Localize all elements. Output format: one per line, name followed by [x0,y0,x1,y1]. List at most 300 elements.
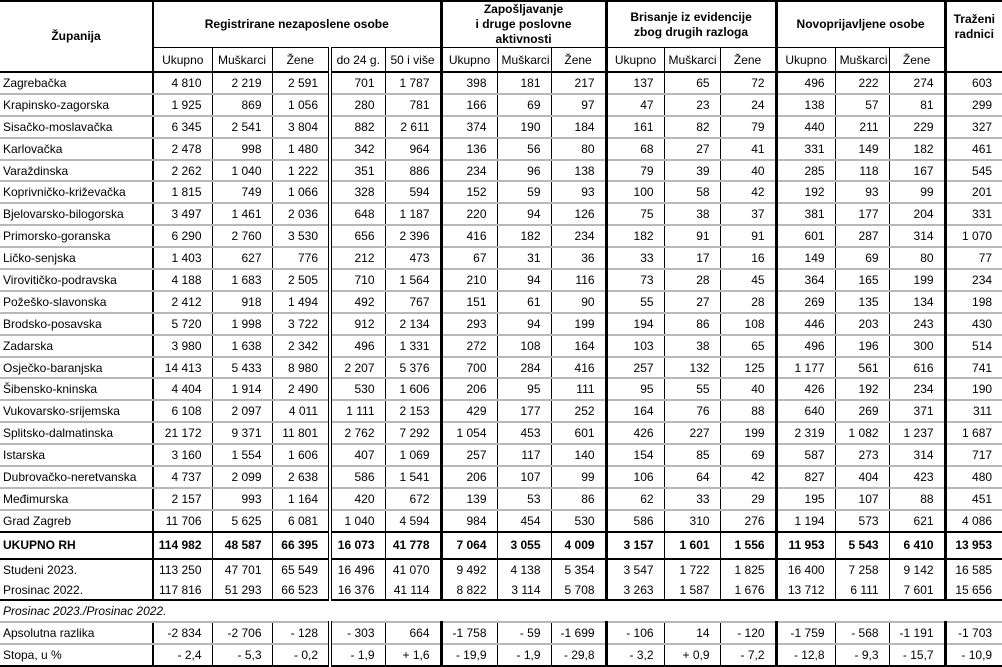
cell-value: - 9,3 [835,644,889,666]
cell-value: 426 [606,422,664,444]
subcolumn-header: Ukupno [441,48,497,73]
cell-value: 80 [551,138,606,160]
cell-value: 2 638 [272,466,330,488]
cell-value: 640 [776,400,835,422]
cell-value: 5 625 [212,510,272,532]
cell-value: 276 [720,510,776,532]
cell-value: 199 [889,269,945,291]
cell-value: 23 [664,94,720,116]
cell-value: 151 [441,291,497,313]
cell-value: 126 [551,203,606,225]
cell-value: - 5,3 [212,644,272,666]
cell-value: - 1,9 [497,644,551,666]
cell-value: 108 [497,335,551,357]
cell-value: 2 036 [272,203,330,225]
row-label: Apsolutna razlika [0,622,153,644]
cell-value: 621 [889,510,945,532]
cell-value: 79 [720,116,776,138]
cell-value: 154 [606,444,664,466]
cell-value: 210 [441,269,497,291]
cell-value: 446 [776,313,835,335]
cell-value: 342 [330,138,385,160]
group-header-removal-text: Brisanje iz evidencije zbog drugih razloga [630,9,752,39]
cell-value: 404 [835,466,889,488]
subcolumn-header: Ukupno [776,48,835,73]
row-label: Brodsko-posavska [0,313,153,335]
cell-value: 16 073 [330,532,385,559]
cell-value: 328 [330,181,385,203]
cell-value: 164 [551,335,606,357]
cell-value: 530 [551,510,606,532]
cell-value: 149 [776,247,835,269]
cell-value: 1 237 [889,422,945,444]
cell-value: 2 541 [212,116,272,138]
subcolumn-header: Muškarci [835,48,889,73]
cell-value: 1 541 [385,466,441,488]
cell-value: 75 [606,203,664,225]
subcolumn-header: Ukupno [153,48,212,73]
cell-value: -1 191 [889,622,945,644]
cell-value: 86 [551,488,606,510]
table-row [0,400,1002,422]
cell-value: 5 354 [551,559,606,580]
cell-value: 1 069 [385,444,441,466]
cell-value: 1 815 [153,181,212,203]
cell-value: 4 009 [551,532,606,559]
cell-value: 114 982 [153,532,212,559]
cell-value: 88 [889,488,945,510]
cell-value: 69 [835,247,889,269]
cell-value: 398 [441,72,497,94]
cell-value: 177 [497,400,551,422]
cell-value: 149 [835,138,889,160]
cell-value: 1 040 [330,510,385,532]
cell-value: 61 [497,291,551,313]
cell-value: 984 [441,510,497,532]
cell-value: 135 [835,291,889,313]
cell-value: 166 [441,94,497,116]
cell-value: 201 [945,181,1002,203]
cell-value: 1 461 [212,203,272,225]
cell-value: 1 082 [835,422,889,444]
cell-value: 38 [664,335,720,357]
row-label: Prosinac 2022. [0,580,153,601]
cell-value: 1 787 [385,72,441,94]
cell-value: 1 222 [272,160,330,182]
cell-value: 6 108 [153,400,212,422]
cell-value: 196 [835,335,889,357]
cell-value: 1 554 [212,444,272,466]
row-label: Zadarska [0,335,153,357]
cell-value: 16 496 [330,559,385,580]
cell-value: 4 138 [497,559,551,580]
cell-value: 113 250 [159,562,202,577]
cell-value: 161 [606,116,664,138]
row-label: Krapinsko-zagorska [0,94,153,116]
row-label: Bjelovarsko-bilogorska [0,203,153,225]
cell-value: 24 [720,94,776,116]
cell-value: 331 [945,203,1002,225]
cell-value: 616 [889,357,945,379]
cell-value: 451 [945,488,1002,510]
cell-value: 229 [889,116,945,138]
cell-value: 492 [330,291,385,313]
cell-value: 177 [835,203,889,225]
cell-value: 272 [441,335,497,357]
cell-value: 781 [385,94,441,116]
cell-value: 420 [330,488,385,510]
cell-value: 81 [889,94,945,116]
cell-value: - 0,2 [272,644,330,666]
cell-value: 5 720 [153,313,212,335]
cell-value: 67 [441,247,497,269]
cell-value: 6 290 [153,225,212,247]
cell-value: 47 [606,94,664,116]
table-row [0,510,1002,532]
cell-value: 182 [606,225,664,247]
cell-value: 31 [497,247,551,269]
cell-value: 331 [776,138,835,160]
cell-value: 2 097 [212,400,272,422]
row-label: Sisačko-moslavačka [0,116,153,138]
cell-value: 72 [720,72,776,94]
cell-value: 741 [945,357,1002,379]
cell-value: 587 [776,444,835,466]
cell-value: 1 683 [212,269,272,291]
row-label: Virovitičko-podravska [0,269,153,291]
cell-value: 136 [441,138,497,160]
cell-value: 217 [551,72,606,94]
row-label: Grad Zagreb [0,510,153,532]
cell-value: 108 [720,313,776,335]
subcolumn-header: Žene [272,48,330,73]
cell-value: 118 [835,160,889,182]
cell-value: 381 [776,203,835,225]
cell-value: 1 925 [153,94,212,116]
cell-value: 5 433 [212,357,272,379]
table-row [0,357,1002,379]
cell-value: 41 070 [385,559,441,580]
cell-value: 257 [441,444,497,466]
subcolumn-header: Muškarci [212,48,272,73]
cell-value: 993 [212,488,272,510]
cell-value: - 1,9 [330,644,385,666]
cell-value: 3 263 [606,580,664,601]
cell-value: 749 [212,181,272,203]
cell-value: 882 [330,116,385,138]
cell-value: 3 497 [153,203,212,225]
cell-value: 8 980 [272,357,330,379]
cell-value: 93 [551,181,606,203]
cell-value: 69 [497,94,551,116]
cell-value: -2 834 [153,622,212,644]
cell-value: 586 [606,510,664,532]
cell-value: 165 [835,269,889,291]
cell-value: 192 [835,378,889,400]
cell-value: 2 762 [330,422,385,444]
cell-value: - 3,2 [606,644,664,666]
cell-value: 1 687 [945,422,1002,444]
cell-value: 77 [945,247,1002,269]
cell-value: 2 611 [385,116,441,138]
cell-value: 2 760 [212,225,272,247]
cell-value: 41 778 [385,532,441,559]
cell-value: 1 054 [441,422,497,444]
group-header-new-registered: Novoprijavljene osobe [776,1,945,48]
cell-value: 2 342 [272,335,330,357]
cell-value: 3 055 [497,532,551,559]
cell-value: 5 376 [385,357,441,379]
cell-value: 94 [497,203,551,225]
cell-value: 137 [606,72,664,94]
cell-value: 1 606 [272,444,330,466]
cell-value: - 106 [606,622,664,644]
cell-value: 1 638 [212,335,272,357]
cell-value: 273 [835,444,889,466]
table-row [0,72,1002,94]
cell-value: 68 [606,138,664,160]
cell-value: 140 [551,444,606,466]
cell-value: 11 801 [272,422,330,444]
cell-value: 7 601 [889,580,945,601]
cell-value: 65 [664,72,720,94]
cell-value: 116 [551,269,606,291]
cell-value: 2 262 [153,160,212,182]
cell-value: 222 [835,72,889,94]
cell-value: 351 [330,160,385,182]
row-label: Požeško-slavonska [0,291,153,313]
cell-value: 430 [945,313,1002,335]
cell-value: 73 [606,269,664,291]
cell-value: 40 [720,160,776,182]
cell-value: 99 [889,181,945,203]
cell-value: 776 [272,247,330,269]
cell-value: 3 114 [497,580,551,601]
cell-value: 38 [664,203,720,225]
cell-value: 530 [330,378,385,400]
table-row [0,181,1002,203]
cell-value: 64 [664,466,720,488]
difference-row [0,644,1002,666]
cell-value: 1 331 [385,335,441,357]
table-body [0,72,1002,666]
cell-value: 182 [889,138,945,160]
cell-value: 601 [551,422,606,444]
cell-value: 9 371 [212,422,272,444]
cell-value: 39 [664,160,720,182]
table-row [0,444,1002,466]
cell-value: 594 [385,181,441,203]
cell-value: 1 480 [272,138,330,160]
cell-value: 371 [889,400,945,422]
cell-value: 4 810 [153,72,212,94]
cell-value: 1 494 [272,291,330,313]
cell-value: 1 070 [945,225,1002,247]
cell-value: 717 [945,444,1002,466]
cell-value: 2 219 [212,72,272,94]
cell-value: 33 [606,247,664,269]
cell-value: 194 [606,313,664,335]
cell-value: - 303 [330,622,385,644]
cell-value: 6 345 [153,116,212,138]
cell-value: 426 [776,378,835,400]
cell-value: 1 676 [720,580,776,601]
cell-value: 33 [664,488,720,510]
cell-value: 204 [889,203,945,225]
cell-value: 14 [664,622,720,644]
cell-value: 95 [497,378,551,400]
cell-value: 9 492 [441,559,497,580]
table-row [0,203,1002,225]
cell-value: 55 [606,291,664,313]
cell-value: -1 758 [441,622,497,644]
cell-value: 701 [330,72,385,94]
cell-value: 1 914 [212,378,272,400]
cell-value: 16 400 [776,559,835,580]
cell-value: 93 [835,181,889,203]
cell-value: 82 [664,116,720,138]
cell-value: 1 564 [385,269,441,291]
group-header-requested-workers-text: Traženi radnici [953,12,995,41]
cell-value: 416 [551,357,606,379]
cell-value: 132 [664,357,720,379]
cell-value: 53 [497,488,551,510]
cell-value: + 1,6 [385,644,441,666]
cell-value: 85 [664,444,720,466]
cell-value: 16 [720,247,776,269]
section-label: Prosinac 2023./Prosinac 2022. [0,600,1002,622]
cell-value: 94 [497,313,551,335]
group-header-employment [441,1,606,48]
cell-value: 480 [945,466,1002,488]
cell-value: 58 [664,181,720,203]
cell-value: 41 114 [385,580,441,601]
cell-value: 111 [551,378,606,400]
cell-value: 407 [330,444,385,466]
cell-value: 91 [720,225,776,247]
cell-value: 601 [776,225,835,247]
cell-value: 99 [551,466,606,488]
cell-value: 55 [664,378,720,400]
cell-value: 134 [889,291,945,313]
cell-value: 117 [497,444,551,466]
cell-value: 45 [720,269,776,291]
cell-value: 7 292 [385,422,441,444]
cell-value: 103 [606,335,664,357]
cell-value: 573 [835,510,889,532]
table-row [0,116,1002,138]
cell-value: 234 [945,269,1002,291]
cell-value: 2 153 [385,400,441,422]
cell-value: 203 [835,313,889,335]
cell-value: 6 111 [835,580,889,601]
cell-value: 66 523 [272,580,330,601]
cell-value: 672 [385,488,441,510]
cell-value: 42 [720,466,776,488]
cell-value: 2 396 [385,225,441,247]
table-row [0,269,1002,291]
cell-value: 48 587 [212,532,272,559]
cell-value: 998 [212,138,272,160]
cell-value: 227 [664,422,720,444]
column-header-county: Županija [0,1,153,72]
cell-value: 37 [720,203,776,225]
cell-value: 252 [551,400,606,422]
cell-value: 3 160 [153,444,212,466]
cell-value: - 128 [272,622,330,644]
cell-value: - 2,4 [153,644,212,666]
header-group-row [0,1,1002,48]
cell-value: 199 [720,422,776,444]
cell-value: 496 [330,335,385,357]
cell-value: 1 056 [272,94,330,116]
cell-value: 16 376 [330,580,385,601]
cell-value: 293 [441,313,497,335]
cell-value: 88 [720,400,776,422]
cell-value: 80 [889,247,945,269]
cell-value: 13 953 [945,532,1002,559]
subcolumn-header: Muškarci [497,48,551,73]
cell-value: 117 816 [153,580,212,601]
cell-value: 1 403 [153,247,212,269]
cell-value: - 19,9 [441,644,497,666]
subcolumn-header: do 24 g. [330,48,385,73]
table-row [0,313,1002,335]
cell-value: 5 543 [835,532,889,559]
section-row [0,600,1002,622]
subcolumn-header: Žene [720,48,776,73]
cell-value: 1 587 [664,580,720,601]
cell-value: 5 708 [551,580,606,601]
total-row [0,532,1002,559]
row-label: Šibensko-kninska [0,378,153,400]
cell-value: 11 953 [776,532,835,559]
cell-value: 4 737 [153,466,212,488]
cell-value: 1 040 [212,160,272,182]
cell-value: 4 594 [385,510,441,532]
cell-value: 27 [664,291,720,313]
cell-value: 664 [385,622,441,644]
cell-value: 234 [551,225,606,247]
table-row [0,160,1002,182]
cell-value: 1 194 [776,510,835,532]
cell-value: 700 [441,357,497,379]
row-label: UKUPNO RH [0,532,153,559]
cell-value: 4 086 [945,510,1002,532]
cell-value: 2 157 [153,488,212,510]
cell-value: 79 [606,160,664,182]
subcolumn-header: Muškarci [664,48,720,73]
cell-value: - 10,9 [945,644,1002,666]
cell-value: 1 825 [720,559,776,580]
cell-value: 1 111 [330,400,385,422]
cell-value: -1 699 [551,622,606,644]
cell-value: 603 [945,72,1002,94]
cell-value: 7 258 [835,559,889,580]
cell-value: 1 177 [776,357,835,379]
cell-value: 2 505 [272,269,330,291]
cell-value: 416 [441,225,497,247]
cell-value: 97 [551,94,606,116]
cell-value: 41 [720,138,776,160]
cell-value: 4 188 [153,269,212,291]
row-label: Primorsko-goranska [0,225,153,247]
subcolumn-header: Ukupno [606,48,664,73]
table-row [0,422,1002,444]
cell-value: 496 [776,335,835,357]
cell-value: 2 591 [272,72,330,94]
cell-value: 138 [776,94,835,116]
